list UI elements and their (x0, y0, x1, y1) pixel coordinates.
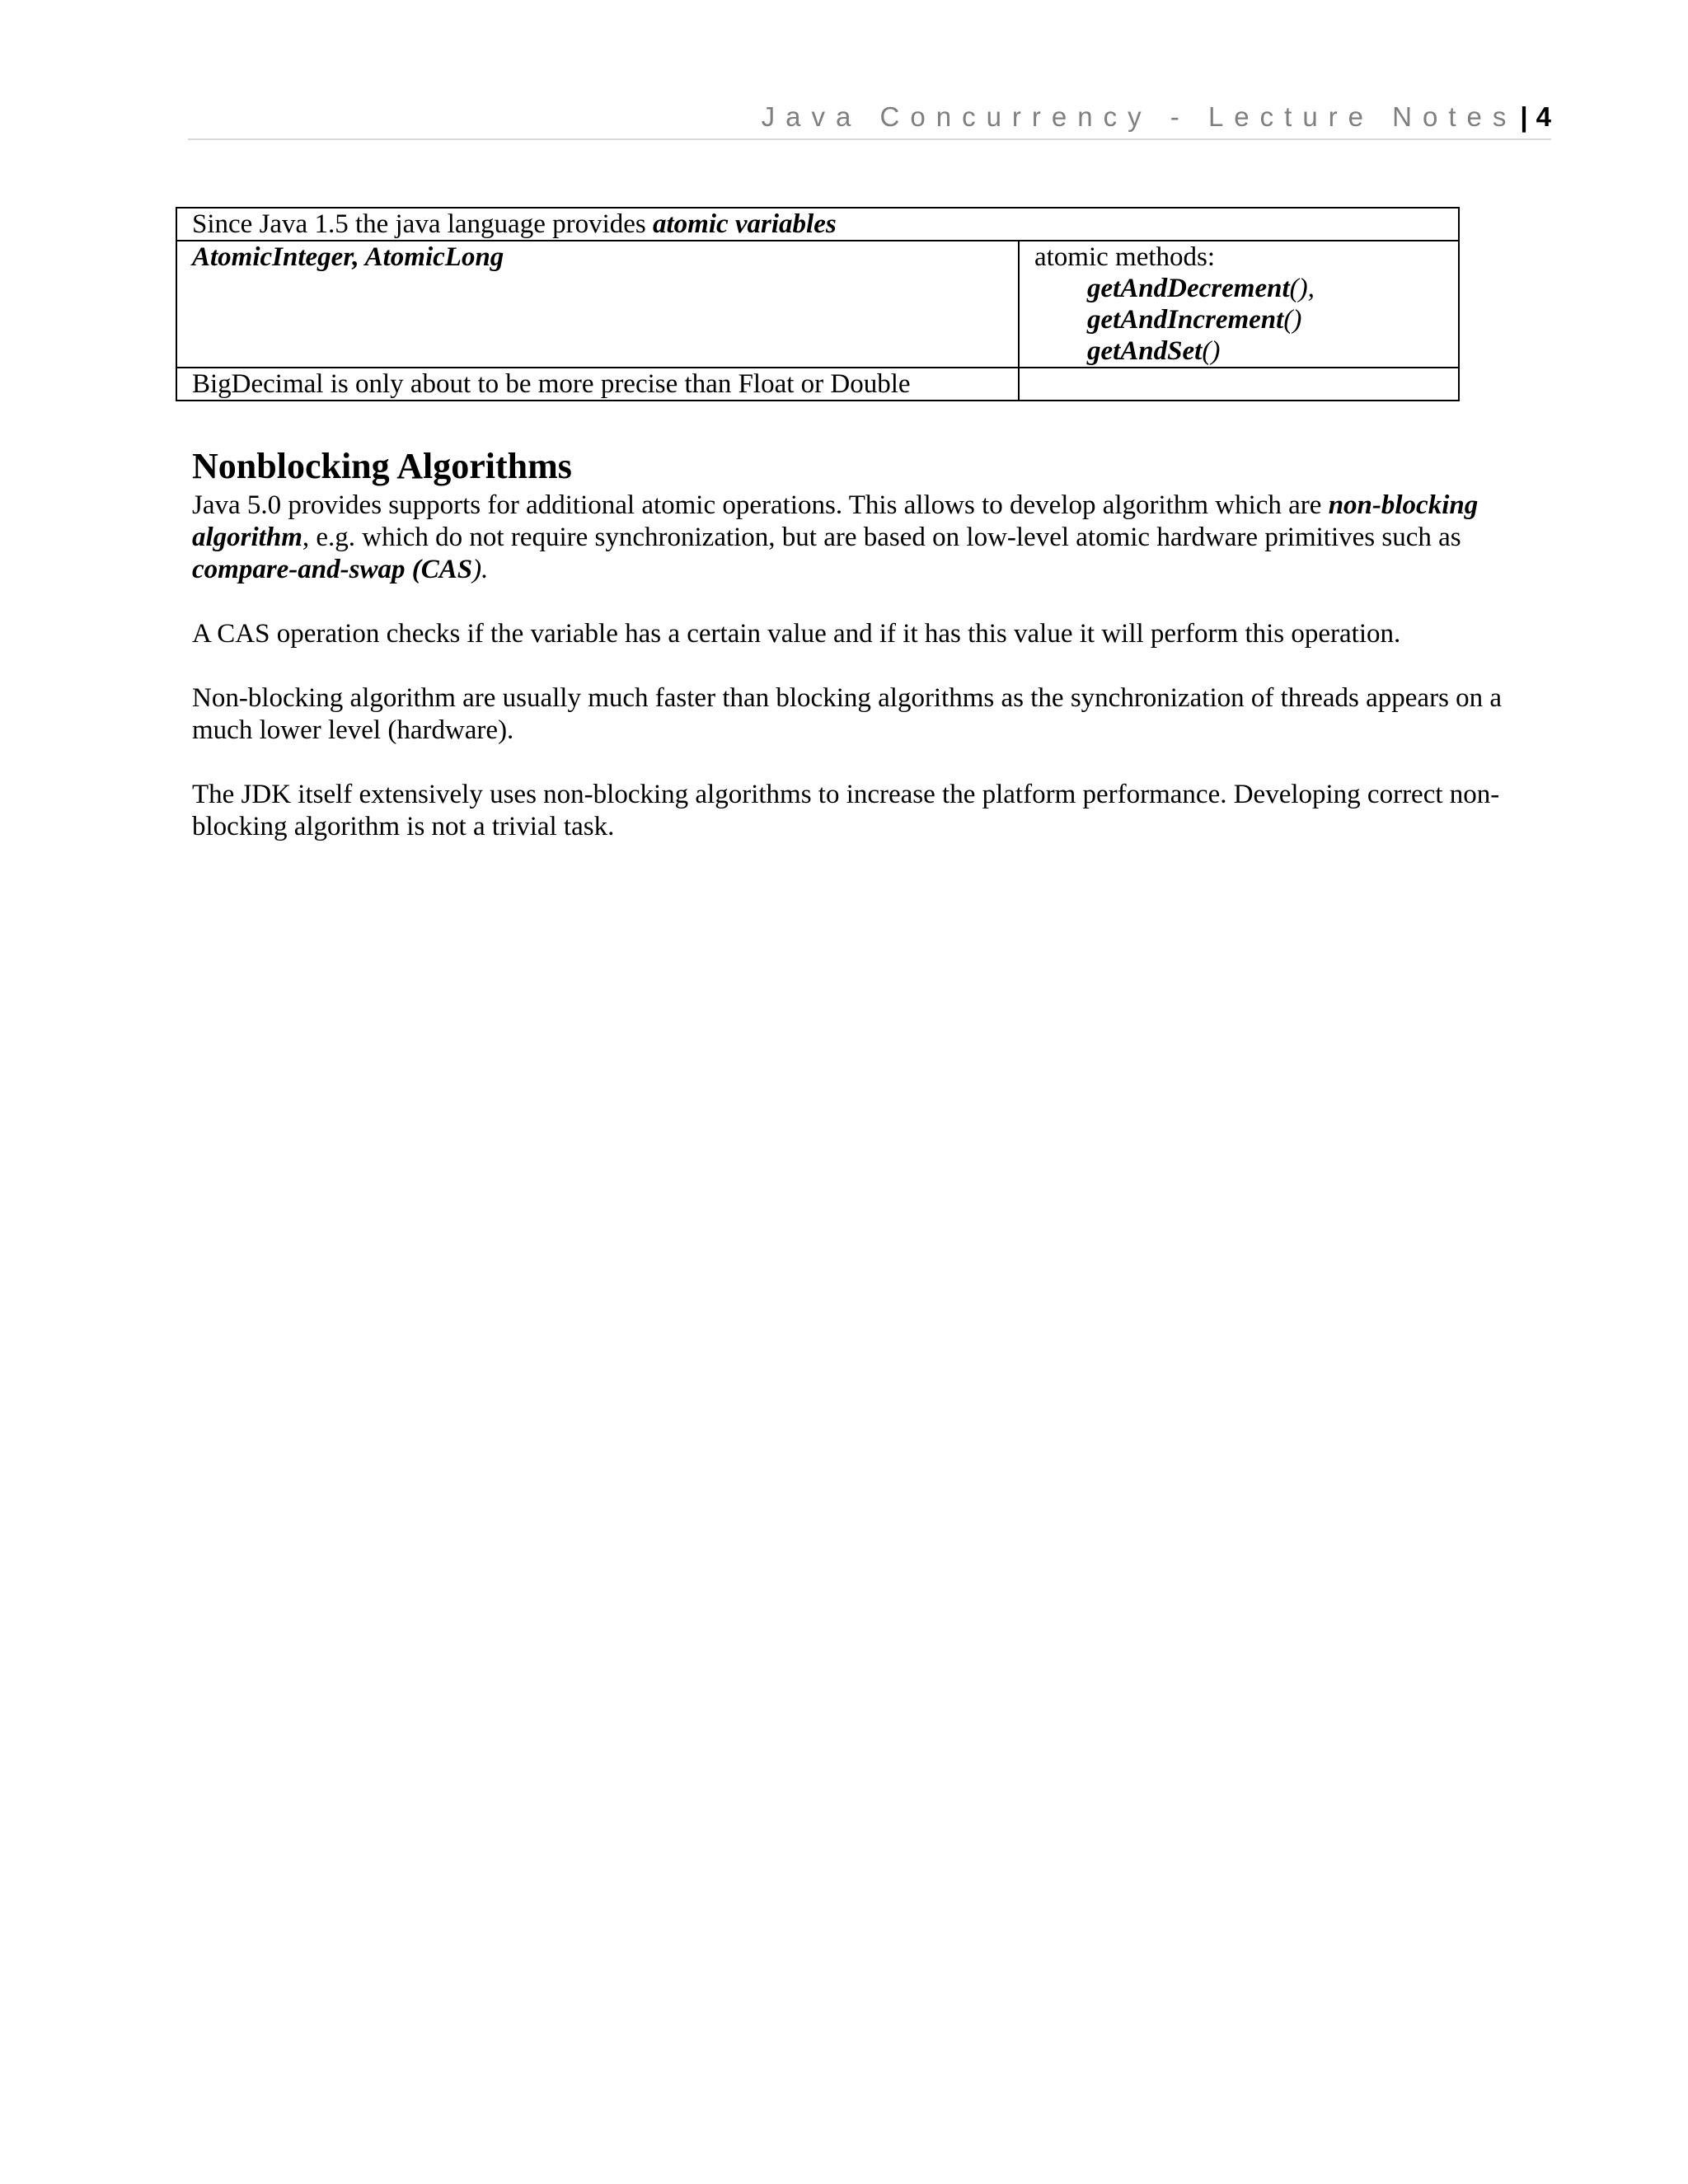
method-name: getAndDecrement (1086, 274, 1290, 303)
paragraph-intro (192, 490, 1544, 586)
document-title: Java Concurrency - Lecture Notes (761, 101, 1517, 132)
page-number: 4 (1536, 101, 1551, 132)
section-heading: Nonblocking Algorithms (192, 446, 572, 486)
table-row-bigdecimal (176, 368, 1459, 401)
paragraph-jdk: The JDK itself extensively uses non-blocking algorithms to increase the platform performance. Developing correct non-blocking algorithm is not a trivial task. (192, 780, 1500, 841)
list-item (1087, 304, 1443, 335)
atomic-integer-text: AtomicInteger (192, 242, 353, 272)
atomic-methods-label: atomic methods: (1034, 242, 1216, 272)
atomic-long-text: AtomicLong (364, 242, 504, 272)
method-suffix: () (1202, 336, 1221, 366)
header-cell-emphasis: atomic variables (653, 209, 837, 239)
paragraph-cas: A CAS operation checks if the variable has a certain value and if it has this value it will perform this operation. (192, 619, 1401, 649)
class-separator: , (352, 242, 365, 272)
method-name: getAndSet (1086, 336, 1203, 366)
running-header (188, 97, 1551, 140)
table-header-row (176, 208, 1459, 241)
intro-text-4: ). (472, 555, 489, 584)
table-row-atomic-classes (176, 241, 1459, 368)
atomic-variables-table (176, 207, 1460, 401)
atomic-classes-cell (176, 241, 1019, 368)
cas-term: compare-and-swap (192, 555, 406, 584)
atomic-methods-cell (1019, 241, 1459, 368)
header-cell-text: Since Java 1.5 the java language provides (192, 209, 653, 239)
atomic-methods-list (1034, 273, 1443, 367)
list-item (1087, 273, 1443, 304)
method-suffix: (), (1289, 274, 1315, 303)
header-separator: | (1520, 101, 1528, 132)
cas-abbreviation: (CAS (411, 555, 473, 584)
paragraph-performance: Non-blocking algorithm are usually much faster than blocking algorithms as the synchronization of threads appears on a much lower level (hardware). (192, 683, 1503, 745)
nonblocking-section (192, 443, 1544, 875)
list-item (1087, 335, 1443, 367)
empty-cell (1019, 368, 1459, 401)
intro-text-2: , e.g. which do not require synchronization, but are based on low-level atomic hardware primitives such as (302, 523, 1461, 552)
intro-text-1: Java 5.0 provides supports for additional atomic operations. This allows to develop algorithm which are (192, 490, 1329, 520)
method-name: getAndIncrement (1086, 305, 1284, 335)
non-blocking-term: non-blocking algorithm (192, 490, 1479, 552)
table-header-cell (176, 208, 1459, 241)
method-suffix: () (1283, 305, 1302, 335)
bigdecimal-cell: BigDecimal is only about to be more precise than Float or Double (176, 368, 1019, 401)
intro-text-3 (406, 555, 412, 584)
